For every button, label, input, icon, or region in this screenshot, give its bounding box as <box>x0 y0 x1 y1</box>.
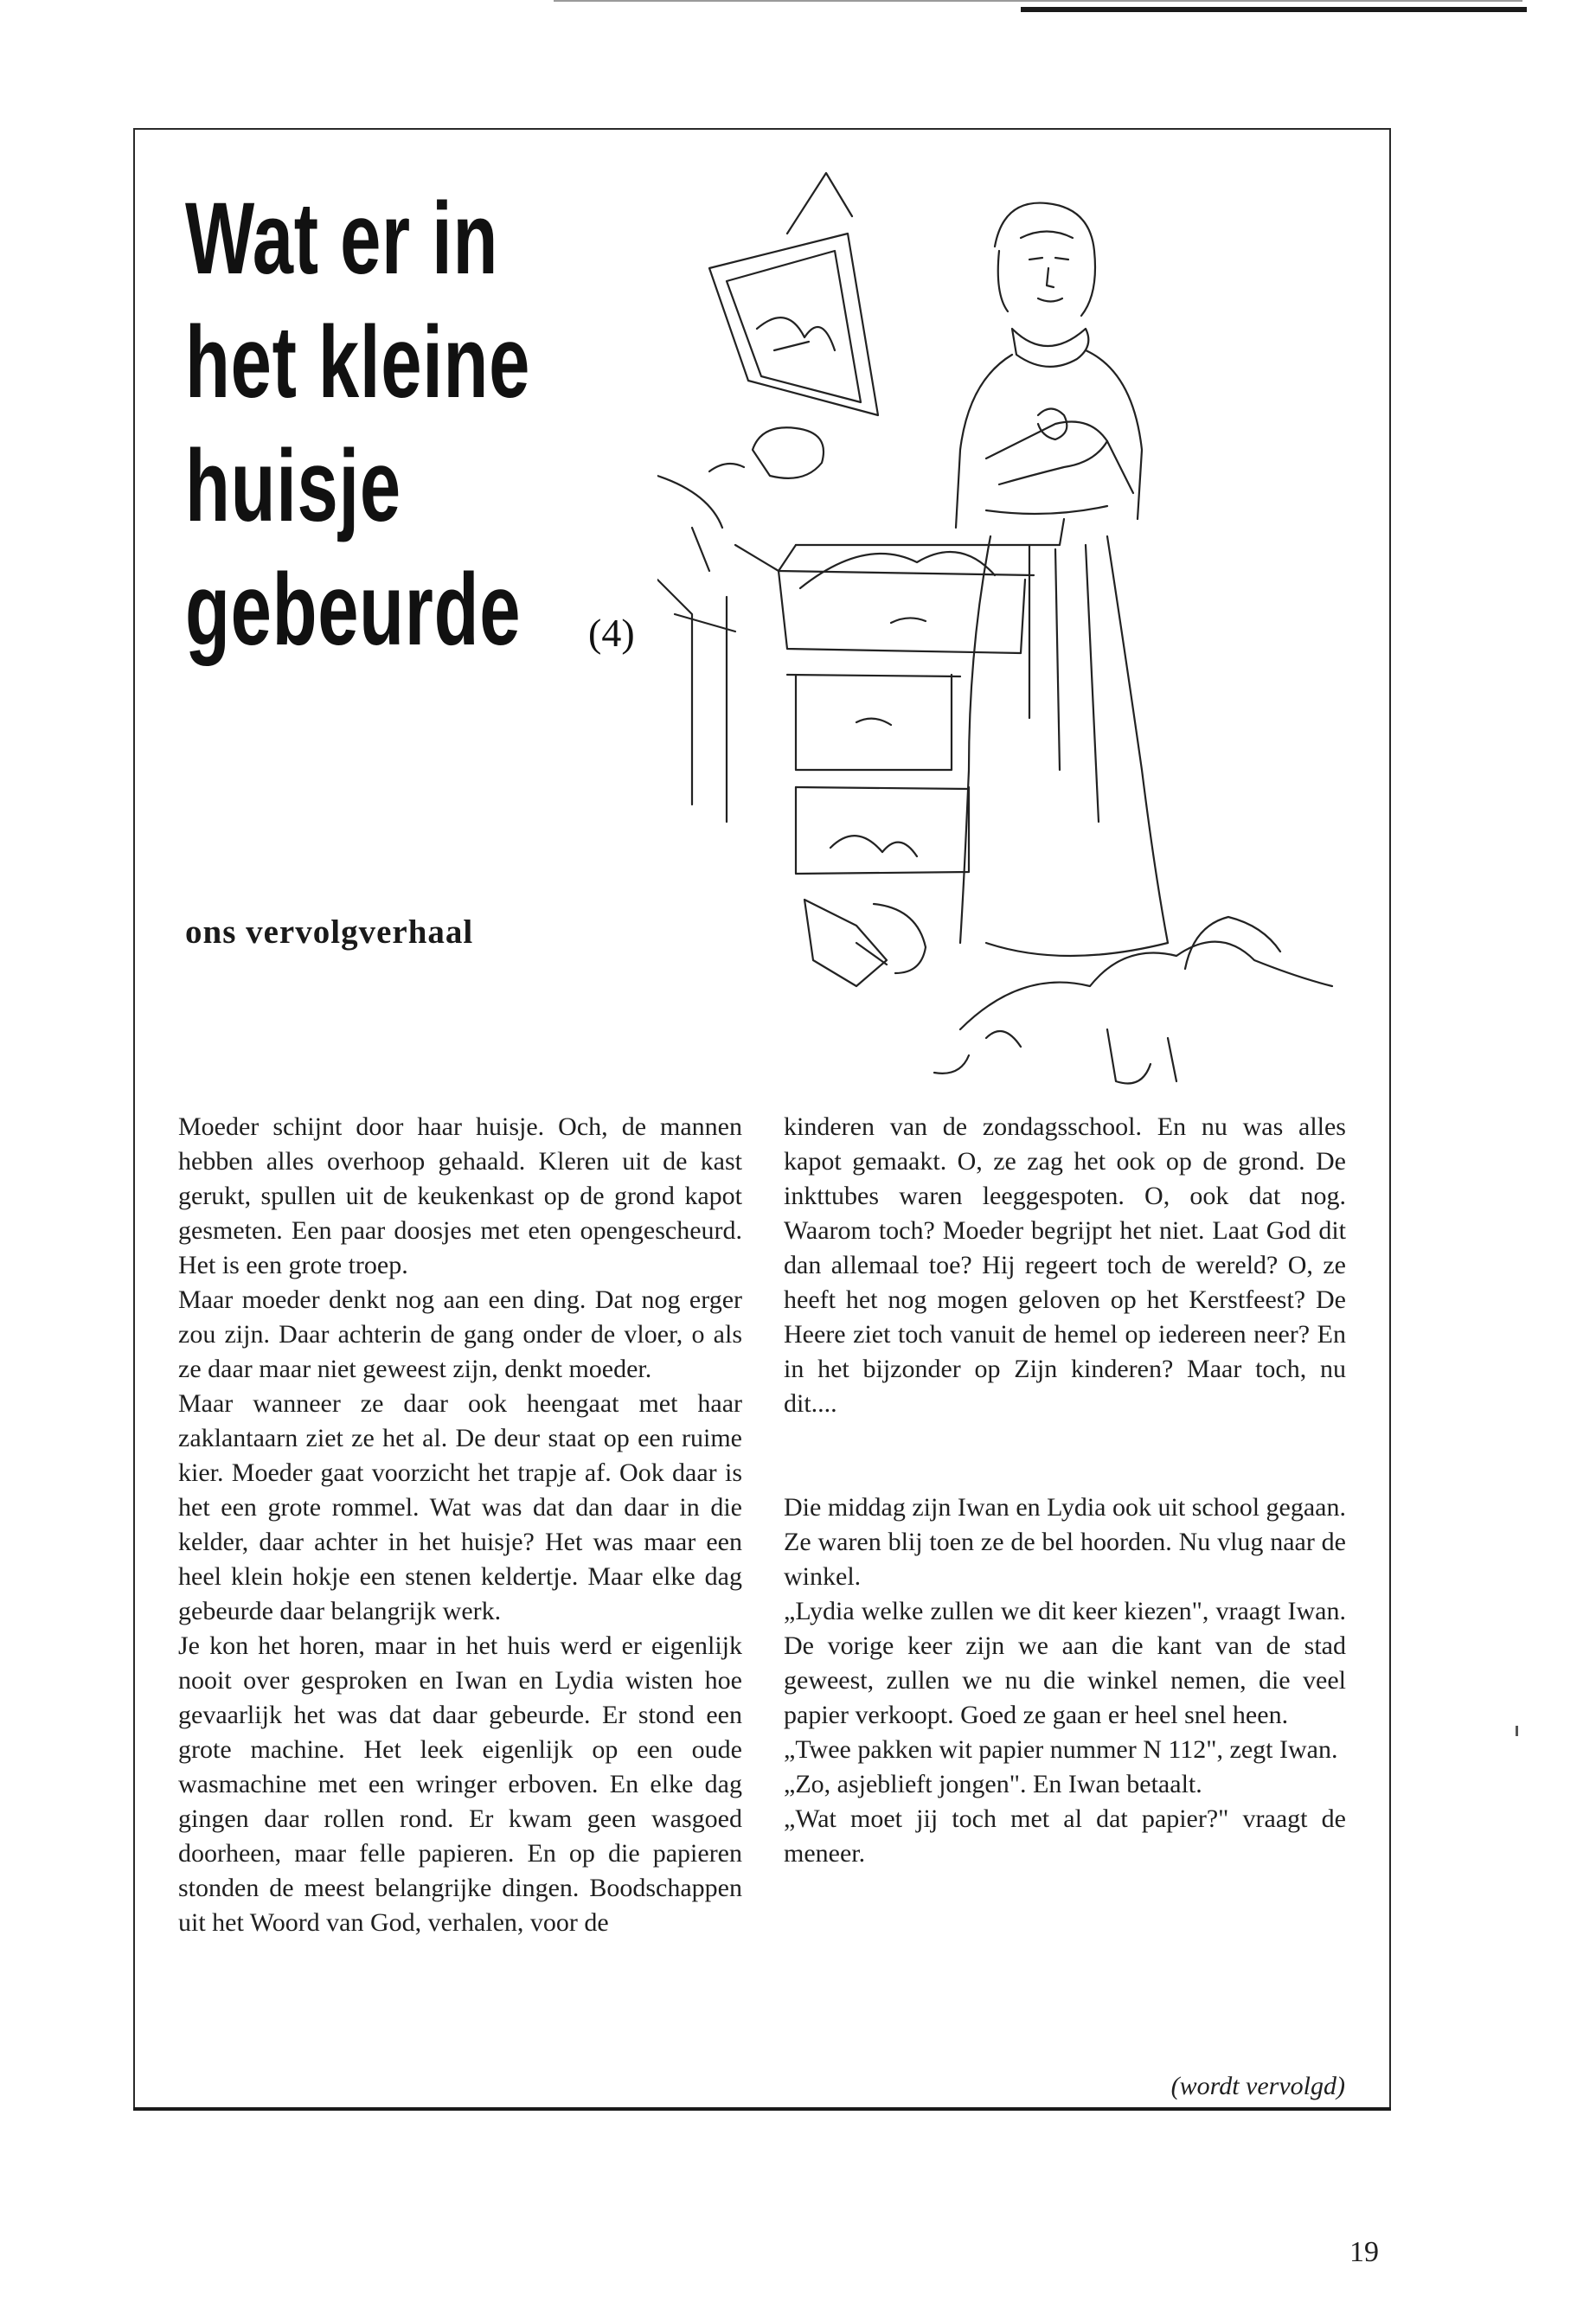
paragraph: kinderen van de zondagsschool. En nu was alles kapot gemaakt. O, ze zag het ook op de grond. De inkttubes waren leeggespoten. O, ook dat nog. Waarom toch? Moeder begrijpt het niet. Laat God dit dan allemaal toe? Hij regeert toch de wereld? O, ze heeft het nog mogen geloven op het Kerstfeest? De Heere ziet toch vanuit de hemel op iedereen neer? En in het bijzonder op Zijn kinderen? Maar toch, nu dit.... <box>784 1112 1346 1418</box>
top-rule <box>554 0 1522 2</box>
woman-drawing <box>956 203 1168 956</box>
scan-speck <box>1516 1726 1518 1736</box>
paragraph: Die middag zijn Iwan en Lydia ook uit school gegaan. Ze waren blij toen ze de bel hoorden. Nu vlug naar de winkel. <box>784 1493 1346 1591</box>
cloth-pile-drawing <box>934 917 1332 1084</box>
part-number: (4) <box>588 611 635 655</box>
paragraph: „Twee pakken wit papier nummer N 112", zegt Iwan. <box>784 1735 1338 1764</box>
title-line-4: gebeurde <box>185 553 522 667</box>
subtitle: ons vervolgverhaal <box>185 913 474 951</box>
paragraph: Maar wanneer ze daar ook heengaat met haar zaklantaarn ziet ze het al. De deur staat op een ruime kier. Moeder gaat voorzicht het trapje af. Ook daar is het een grote rommel. Wat was dat dan daar in die kelder, daar achter in het huisje? Het was maar een heel klein hokje een stenen keldertje. Maar elke dag gebeurde daar belangrijk werk. <box>178 1389 742 1625</box>
article-frame-bottom-rule <box>133 2107 1391 2111</box>
picture-frame-drawing <box>709 173 878 415</box>
paragraph: Je kon het horen, maar in het huis werd er eigenlijk nooit over gesproken en Iwan en Lydia wisten hoe gevaarlijk het was dat daar gebeurde. Er stond een grote machine. Het leek eigenlijk op een oude wasmachine met een wringer erboven. En elke dag gingen daar rollen rond. Er kwam geen wasgoed doorheen, maar felle papieren. En op die papieren stonden de meest belangrijke dingen. Boodschappen uit het Woord van God, verhalen, voor de <box>178 1631 742 1937</box>
paragraph: „Zo, asjeblieft jongen". En Iwan betaalt. <box>784 1770 1202 1798</box>
paragraph: „Lydia welke zullen we dit keer kiezen", vraagt Iwan. De vorige keer zijn we aan die kant van de stad geweest, zullen we nu die winkel nemen, die veel papier verkoopt. Goed ze gaan er heel snel heen. <box>784 1597 1346 1729</box>
illustration-woman-in-ransacked-house <box>657 164 1367 1099</box>
section-gap <box>784 1421 1346 1490</box>
article-column-right <box>784 1110 1346 1871</box>
paragraph: Maar moeder denkt nog aan een ding. Dat nog erger zou zijn. Daar achterin de gang onder de vloer, o als ze daar maar niet geweest zijn, denkt moeder. <box>178 1285 742 1383</box>
top-rule-bold <box>1021 7 1527 12</box>
article-title <box>185 177 547 672</box>
page-number: 19 <box>1349 2236 1379 2268</box>
floor-objects-drawing <box>709 427 926 986</box>
title-line-2: het kleine <box>185 305 531 420</box>
title-line-1: Wat er in <box>185 182 499 296</box>
to-be-continued-note: (wordt vervolgd) <box>1170 2072 1345 2100</box>
dresser-drawing <box>657 476 1064 874</box>
article-column-left <box>178 1110 742 1940</box>
paragraph: Moeder schijnt door haar huisje. Och, de mannen hebben alles overhoop gehaald. Kleren uit de kast gerukt, spullen uit de keukenkast op de grond kapot gesmeten. Een paar doosjes met eten opengescheurd. Het is een grote troep. <box>178 1112 742 1279</box>
paragraph: „Wat moet jij toch met al dat papier?" vraagt de meneer. <box>784 1804 1346 1868</box>
title-line-3: huisje <box>185 429 401 543</box>
